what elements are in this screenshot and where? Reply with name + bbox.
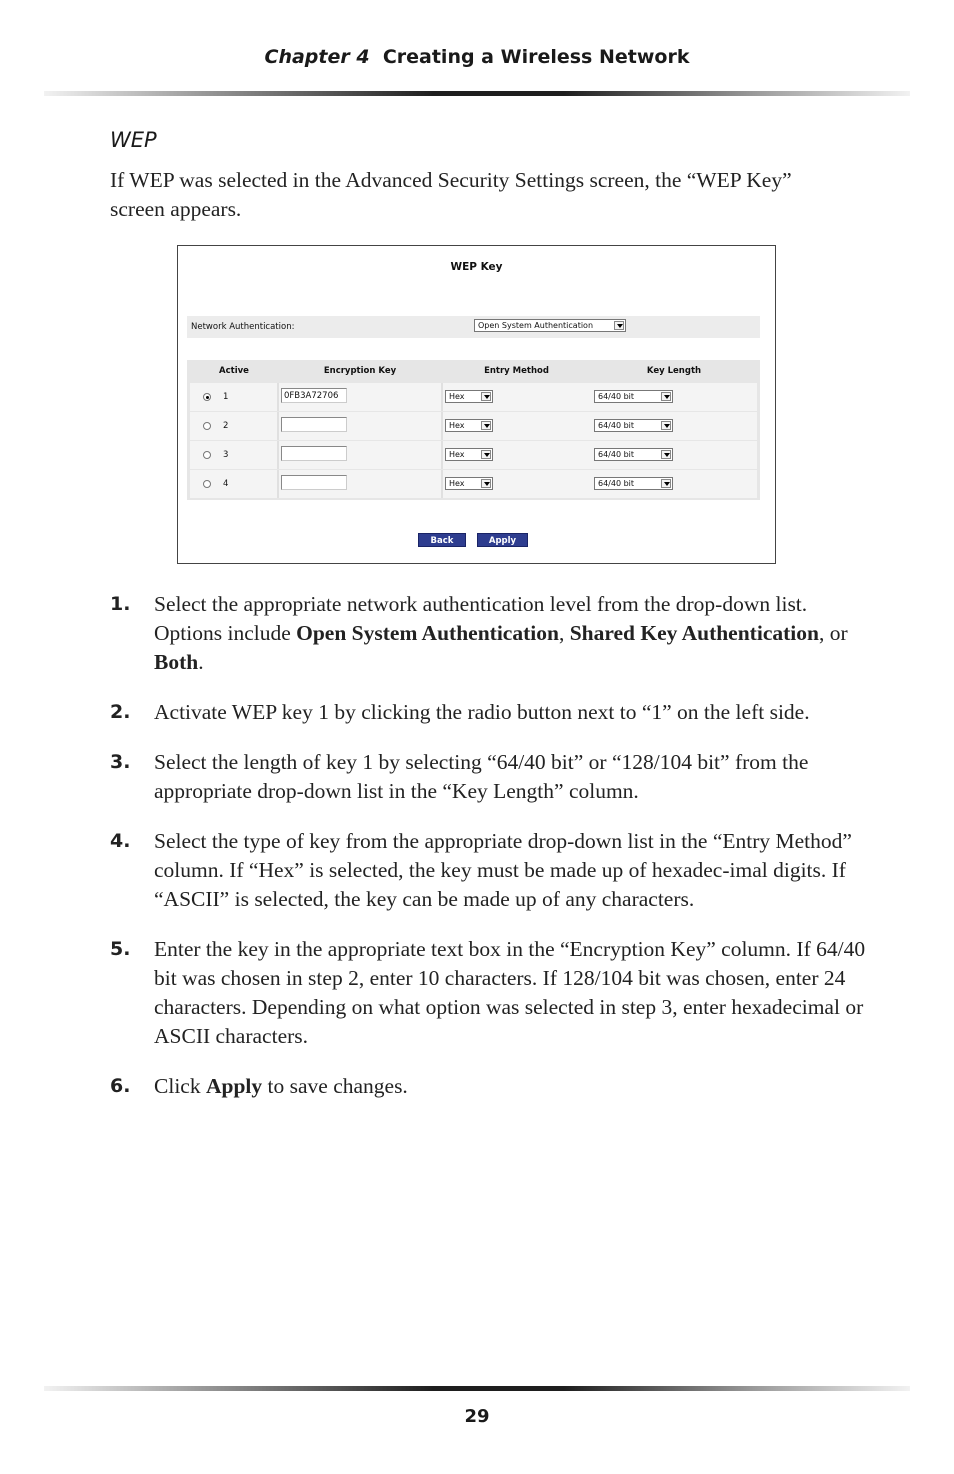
entry-method-select[interactable] (445, 419, 493, 432)
key-number: 1 (223, 392, 229, 402)
key-length-select[interactable] (594, 477, 673, 490)
page-number: 29 (464, 1406, 490, 1427)
entry-method-value: Hex (449, 421, 465, 430)
key-length-select[interactable] (594, 419, 673, 432)
wep-keys-table (187, 360, 760, 500)
chapter-label: Chapter 4 (264, 46, 370, 68)
encryption-key-input[interactable] (281, 417, 347, 432)
step-text: Activate WEP key 1 by clicking the radio button next to “1” on the left side. (154, 700, 810, 724)
chevron-down-icon (481, 392, 491, 401)
entry-method-value: Hex (449, 479, 465, 488)
column-divider (277, 470, 279, 498)
step-number: 4. (110, 830, 131, 852)
key-active-radio[interactable] (203, 393, 211, 401)
step-text: Select the type of key from the appropriate drop-down list in the “Entry Method” column. If “Hex” is selected, the key must be made up of hexadec-imal digits. If “ASCII” is selected, the key can be made up of any characters. (154, 829, 852, 911)
column-divider (277, 412, 279, 440)
wep-key-row (190, 470, 757, 498)
network-authentication-row (187, 316, 760, 338)
key-length-value: 64/40 bit (598, 421, 635, 430)
key-active-radio[interactable] (203, 480, 211, 488)
step-text: Enter the key in the appropriate text box in the “Encryption Key” column. If 64/40 bit was chosen in step 2, enter 10 characters. If 128/104 bit was chosen, enter 24 characters. Depending on what option was selected in step 3, enter hexadecimal or ASCII characters. (154, 937, 866, 1048)
key-length-value: 64/40 bit (598, 450, 635, 459)
column-divider (441, 383, 443, 411)
column-header-encryption-key: Encryption Key (323, 366, 397, 376)
key-length-select[interactable] (594, 390, 673, 403)
step-number: 6. (110, 1075, 131, 1097)
chevron-down-icon (661, 392, 671, 401)
chevron-down-icon (481, 479, 491, 488)
running-header (0, 46, 954, 68)
column-divider (441, 470, 443, 498)
screen-title: WEP Key (450, 261, 503, 273)
key-number: 2 (223, 421, 229, 431)
key-length-select[interactable] (594, 448, 673, 461)
column-divider (277, 441, 279, 469)
encryption-key-input[interactable] (281, 475, 347, 490)
key-length-value: 64/40 bit (598, 479, 635, 488)
key-length-value: 64/40 bit (598, 392, 635, 401)
chevron-down-icon (661, 421, 671, 430)
step-number: 2. (110, 701, 131, 723)
apply-button[interactable]: Apply (477, 533, 528, 547)
step-item (110, 590, 870, 677)
column-header-active: Active (219, 366, 249, 376)
column-divider (441, 441, 443, 469)
network-authentication-label: Network Authentication: (191, 322, 295, 332)
key-number: 4 (223, 479, 229, 489)
section-title: WEP (110, 128, 157, 152)
column-header-key-length: Key Length (646, 366, 702, 376)
network-authentication-select[interactable] (474, 319, 626, 332)
key-number: 3 (223, 450, 229, 460)
chevron-down-icon (481, 421, 491, 430)
entry-method-select[interactable] (445, 390, 493, 403)
step-item (110, 748, 870, 806)
step-item (110, 935, 870, 1051)
network-authentication-value: Open System Authentication (478, 321, 594, 330)
footer-rule (44, 1386, 910, 1391)
column-divider (441, 412, 443, 440)
step-text: Select the appropriate network authentication level from the drop-down list. Options include Open System Authentication, Shared Key Authentication, or Both. (154, 592, 848, 674)
encryption-key-input[interactable] (281, 446, 347, 461)
entry-method-select[interactable] (445, 477, 493, 490)
entry-method-select[interactable] (445, 448, 493, 461)
chevron-down-icon (481, 450, 491, 459)
chevron-down-icon (614, 321, 624, 330)
chevron-down-icon (661, 450, 671, 459)
entry-method-value: Hex (449, 450, 465, 459)
step-item (110, 827, 870, 914)
wep-key-row (190, 412, 757, 440)
step-number: 5. (110, 938, 131, 960)
wep-key-screenshot (177, 245, 776, 564)
entry-method-value: Hex (449, 392, 465, 401)
step-item (110, 698, 870, 727)
step-number: 1. (110, 593, 131, 615)
key-active-radio[interactable] (203, 451, 211, 459)
step-text: Select the length of key 1 by selecting “64/40 bit” or “128/104 bit” from the appropriate drop-down list in the “Key Length” column. (154, 750, 809, 803)
chapter-title: Creating a Wireless Network (382, 46, 690, 68)
wep-key-row (190, 383, 757, 411)
intro-paragraph: If WEP was selected in the Advanced Security Settings screen, the “WEP Key” screen appears. (110, 168, 792, 221)
chevron-down-icon (661, 479, 671, 488)
back-button[interactable]: Back (418, 533, 466, 547)
steps-list (110, 590, 870, 1122)
step-item (110, 1072, 870, 1101)
key-active-radio[interactable] (203, 422, 211, 430)
header-rule (44, 91, 910, 96)
step-number: 3. (110, 751, 131, 773)
column-divider (277, 383, 279, 411)
encryption-key-input[interactable]: 0FB3A72706 (281, 388, 347, 403)
column-header-entry-method: Entry Method (484, 366, 549, 376)
wep-key-row (190, 441, 757, 469)
step-text: Click Apply to save changes. (154, 1074, 408, 1098)
